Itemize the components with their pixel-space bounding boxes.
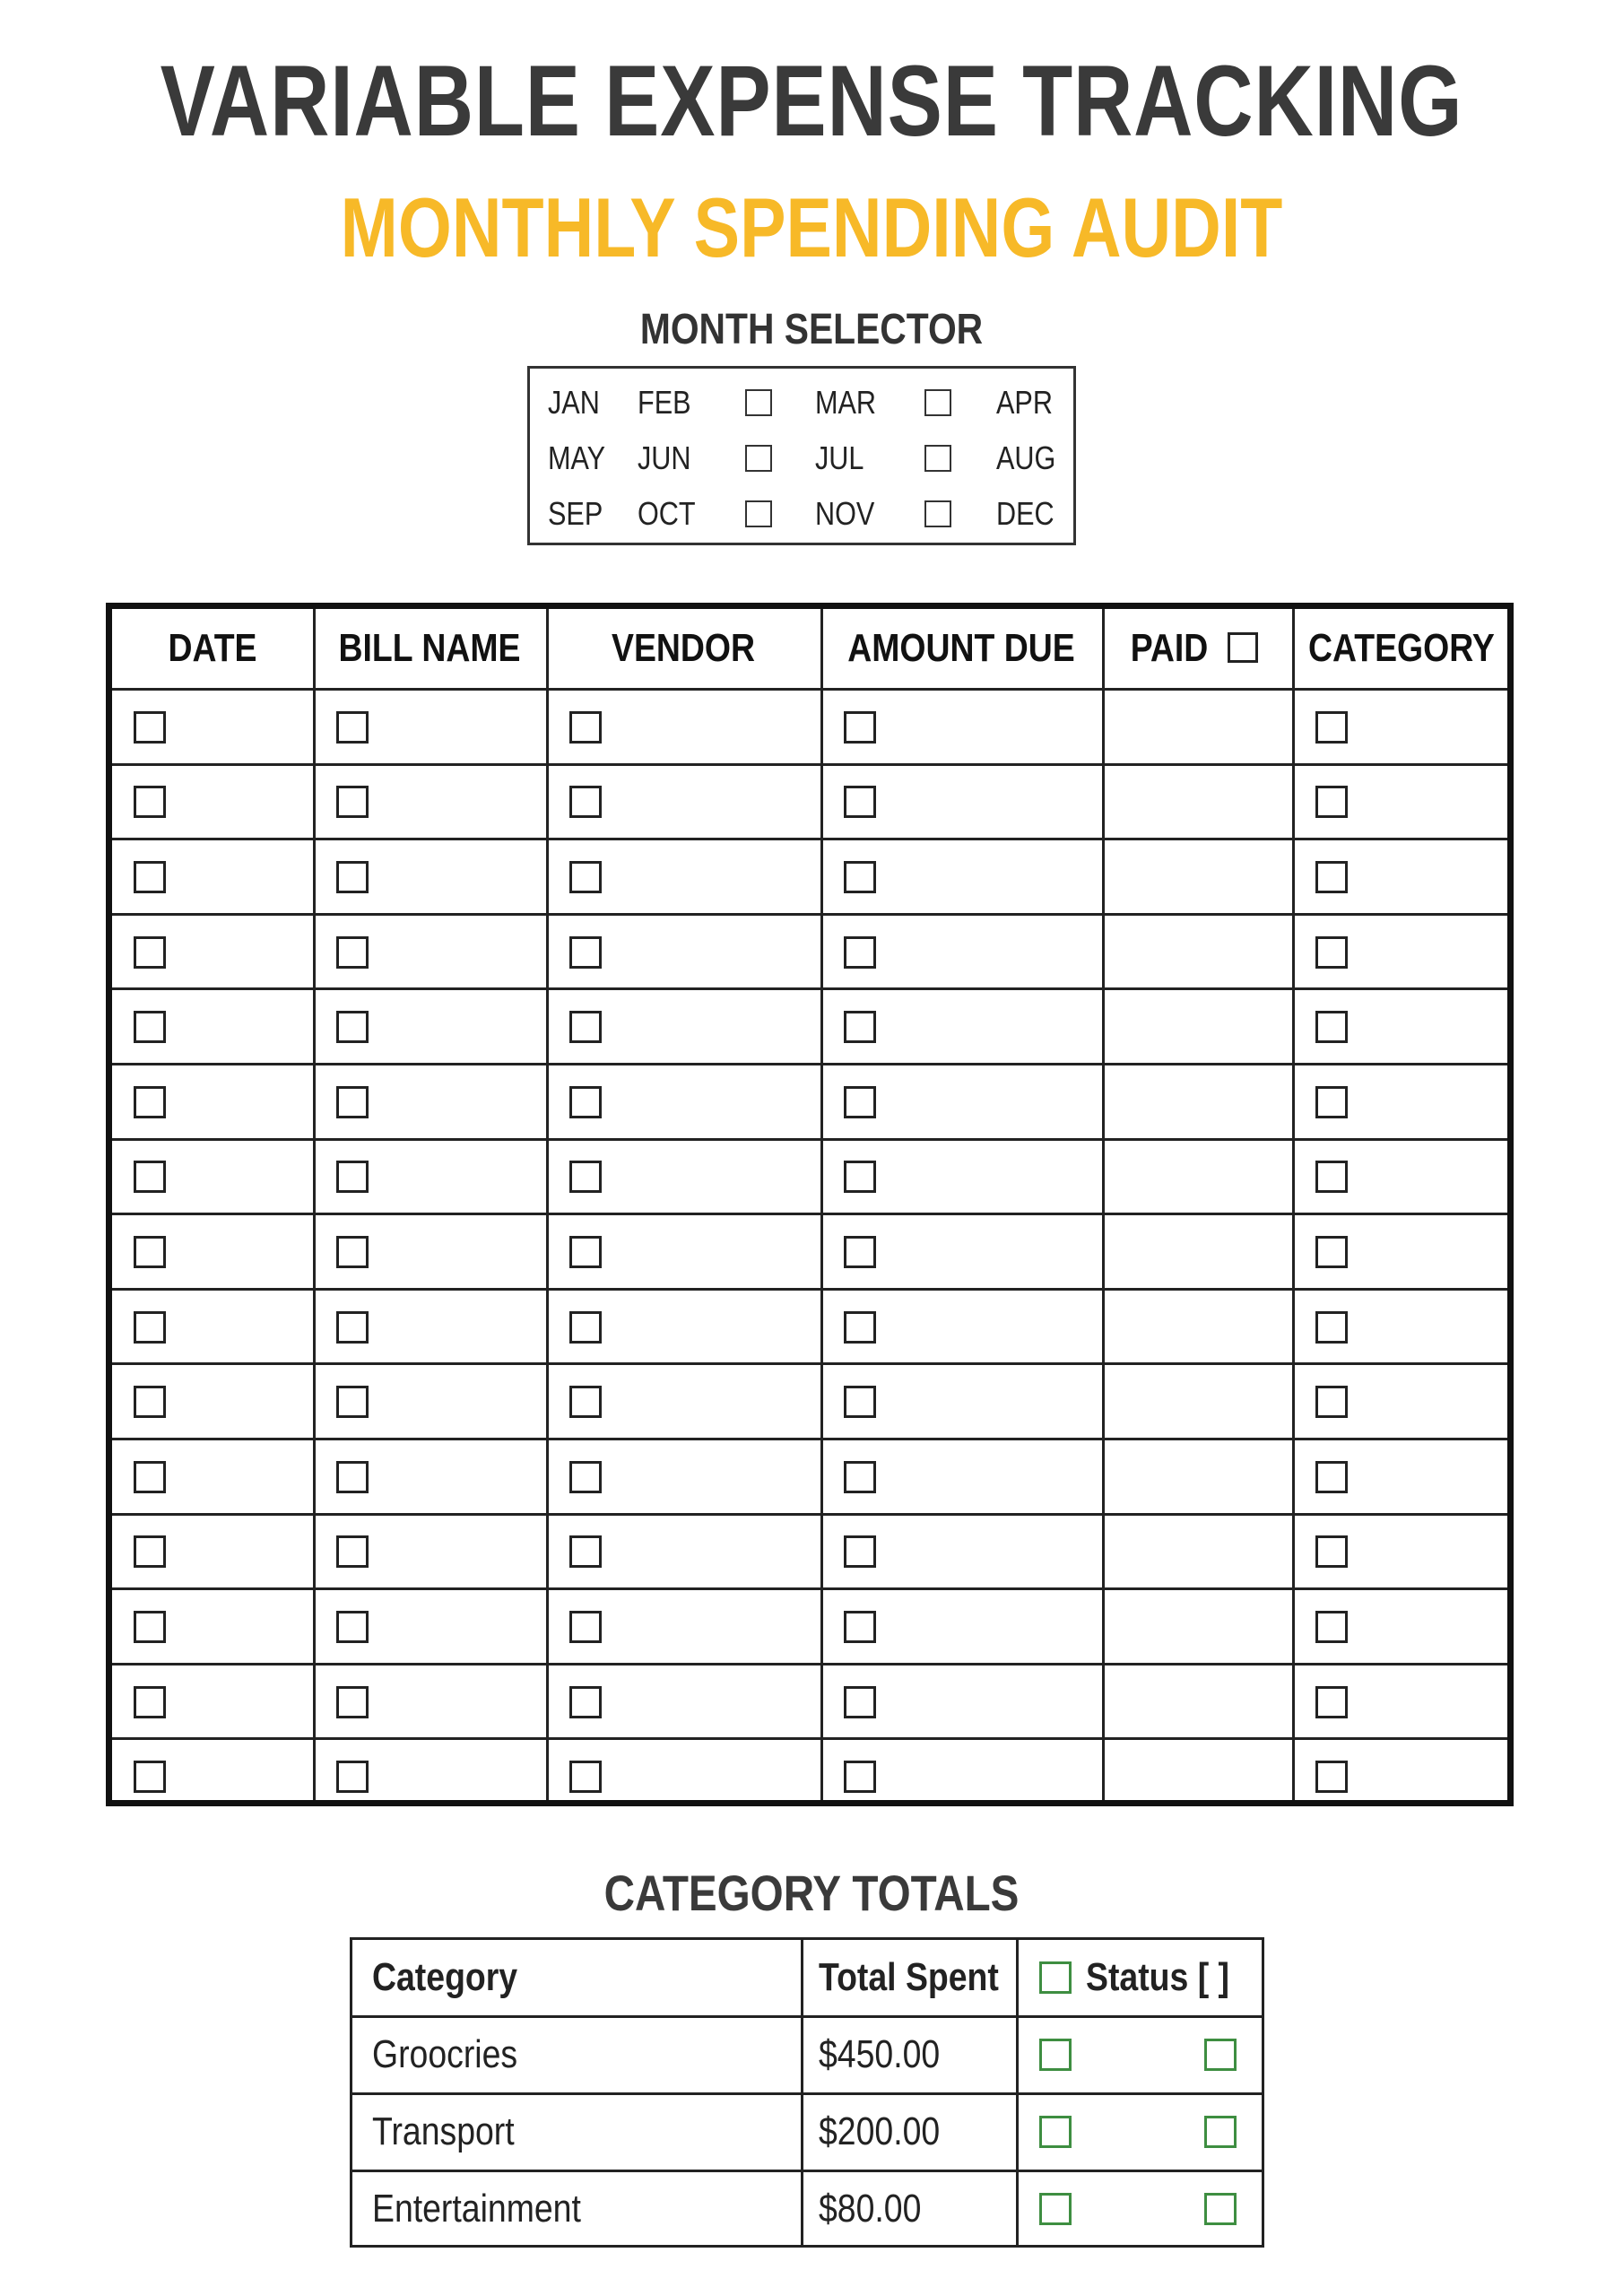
category-checkbox[interactable]: [1315, 1011, 1348, 1043]
category-checkbox[interactable]: [1315, 1386, 1348, 1418]
month-checkbox[interactable]: [745, 500, 772, 527]
date-checkbox[interactable]: [134, 1086, 166, 1118]
page-title: VARIABLE EXPENSE TRACKING: [160, 45, 1463, 157]
month-checkbox[interactable]: [924, 445, 951, 472]
category-checkbox[interactable]: [1315, 1086, 1348, 1118]
bill-name-checkbox[interactable]: [336, 711, 369, 744]
vendor-checkbox[interactable]: [569, 1086, 602, 1118]
category-checkbox[interactable]: [1315, 1535, 1348, 1568]
status-checkbox[interactable]: [1039, 2193, 1072, 2225]
month-label: MAR: [815, 384, 876, 421]
vendor-checkbox[interactable]: [569, 1461, 602, 1493]
column-header-paid: PAID: [1130, 626, 1209, 670]
vendor-checkbox[interactable]: [569, 786, 602, 818]
row-divider: [112, 1663, 1507, 1665]
vendor-checkbox[interactable]: [569, 936, 602, 969]
month-checkbox[interactable]: [924, 500, 951, 527]
vendor-checkbox[interactable]: [569, 1686, 602, 1718]
bill-name-checkbox[interactable]: [336, 861, 369, 893]
vendor-checkbox[interactable]: [569, 711, 602, 744]
bill-name-checkbox[interactable]: [336, 786, 369, 818]
amount-due-checkbox[interactable]: [844, 861, 876, 893]
month-label: JAN: [548, 384, 600, 421]
row-divider: [112, 1063, 1507, 1065]
month-row: [530, 430, 1073, 487]
column-header-vendor: VENDOR: [611, 626, 756, 670]
date-checkbox[interactable]: [134, 786, 166, 818]
category-checkbox[interactable]: [1315, 1461, 1348, 1493]
month-label: NOV: [815, 495, 875, 532]
status-checkbox[interactable]: [1204, 2193, 1237, 2225]
column-divider: [801, 1940, 803, 2245]
date-checkbox[interactable]: [134, 861, 166, 893]
amount-due-checkbox[interactable]: [844, 786, 876, 818]
date-checkbox[interactable]: [134, 936, 166, 969]
bill-name-checkbox[interactable]: [336, 1386, 369, 1418]
column-divider: [1292, 609, 1295, 1800]
month-label: MAY: [548, 439, 606, 476]
vendor-checkbox[interactable]: [569, 1535, 602, 1568]
date-checkbox[interactable]: [134, 711, 166, 744]
vendor-checkbox[interactable]: [569, 1386, 602, 1418]
amount-due-checkbox[interactable]: [844, 1236, 876, 1268]
bill-name-checkbox[interactable]: [336, 1761, 369, 1793]
amount-due-checkbox[interactable]: [844, 1161, 876, 1193]
bill-name-checkbox[interactable]: [336, 1535, 369, 1568]
totals-amount-cell: $450.00: [819, 2032, 941, 2076]
category-totals-table: [350, 1937, 1264, 2248]
column-header-category: CATEGORY: [1308, 626, 1495, 670]
row-divider: [112, 987, 1507, 990]
amount-due-checkbox[interactable]: [844, 1761, 876, 1793]
totals-amount-cell: $80.00: [819, 2187, 922, 2231]
date-checkbox[interactable]: [134, 1236, 166, 1268]
column-header-date: DATE: [168, 626, 257, 670]
category-checkbox[interactable]: [1315, 861, 1348, 893]
column-header-amount-due: AMOUNT DUE: [847, 626, 1075, 670]
row-divider: [112, 1737, 1507, 1740]
amount-due-checkbox[interactable]: [844, 1611, 876, 1643]
date-checkbox[interactable]: [134, 1386, 166, 1418]
vendor-checkbox[interactable]: [569, 1236, 602, 1268]
paid-header-checkbox[interactable]: [1228, 632, 1258, 663]
date-checkbox[interactable]: [134, 1311, 166, 1344]
amount-due-checkbox[interactable]: [844, 936, 876, 969]
status-checkbox[interactable]: [1039, 2116, 1072, 2148]
vendor-checkbox[interactable]: [569, 1611, 602, 1643]
vendor-checkbox[interactable]: [569, 1161, 602, 1193]
category-checkbox[interactable]: [1315, 1236, 1348, 1268]
month-label: JUL: [815, 439, 864, 476]
bill-name-checkbox[interactable]: [336, 936, 369, 969]
category-checkbox[interactable]: [1315, 1311, 1348, 1344]
category-checkbox[interactable]: [1315, 936, 1348, 969]
row-divider: [112, 1438, 1507, 1440]
totals-category-cell: Entertainment: [372, 2187, 581, 2231]
amount-due-checkbox[interactable]: [844, 1086, 876, 1118]
date-checkbox[interactable]: [134, 1011, 166, 1043]
bill-name-checkbox[interactable]: [336, 1236, 369, 1268]
column-divider: [820, 609, 823, 1800]
vendor-checkbox[interactable]: [569, 861, 602, 893]
totals-header-category: Category: [372, 1955, 518, 1999]
month-label: SEP: [548, 495, 603, 532]
month-row: [530, 485, 1073, 543]
vendor-checkbox[interactable]: [569, 1011, 602, 1043]
row-divider: [112, 838, 1507, 840]
row-divider: [112, 763, 1507, 766]
amount-due-checkbox[interactable]: [844, 1386, 876, 1418]
row-divider: [112, 1213, 1507, 1215]
date-checkbox[interactable]: [134, 1611, 166, 1643]
month-label: APR: [996, 384, 1053, 421]
category-checkbox[interactable]: [1315, 1611, 1348, 1643]
month-checkbox[interactable]: [745, 445, 772, 472]
bill-name-checkbox[interactable]: [336, 1461, 369, 1493]
row-divider: [112, 1587, 1507, 1590]
month-selector: [527, 366, 1076, 545]
date-checkbox[interactable]: [134, 1686, 166, 1718]
amount-due-checkbox[interactable]: [844, 1535, 876, 1568]
vendor-checkbox[interactable]: [569, 1761, 602, 1793]
vendor-checkbox[interactable]: [569, 1311, 602, 1344]
totals-header-total-spent: Total Spent: [819, 1955, 999, 1999]
status-checkbox[interactable]: [1039, 2039, 1072, 2071]
bill-name-checkbox[interactable]: [336, 1011, 369, 1043]
totals-category-cell: Transport: [372, 2109, 515, 2153]
category-checkbox[interactable]: [1315, 711, 1348, 744]
category-checkbox[interactable]: [1315, 1161, 1348, 1193]
month-selector-heading: MONTH SELECTOR: [639, 306, 984, 353]
bill-name-checkbox[interactable]: [336, 1161, 369, 1193]
month-label: FEB: [638, 384, 691, 421]
amount-due-checkbox[interactable]: [844, 711, 876, 744]
month-label: AUG: [996, 439, 1056, 476]
status-checkbox[interactable]: [1204, 2116, 1237, 2148]
date-checkbox[interactable]: [134, 1535, 166, 1568]
row-divider: [112, 688, 1507, 691]
category-totals-heading: CATEGORY TOTALS: [603, 1865, 1020, 1921]
date-checkbox[interactable]: [134, 1161, 166, 1193]
month-label: JUN: [638, 439, 691, 476]
category-checkbox[interactable]: [1315, 1686, 1348, 1718]
totals-category-cell: Groocries: [372, 2032, 518, 2076]
column-header-bill-name: BILL NAME: [338, 626, 521, 670]
status-header-checkbox[interactable]: [1039, 1961, 1072, 1994]
month-label: DEC: [996, 495, 1055, 532]
bill-name-checkbox[interactable]: [336, 1311, 369, 1344]
bill-name-checkbox[interactable]: [336, 1686, 369, 1718]
row-divider: [112, 1138, 1507, 1141]
month-checkbox[interactable]: [924, 389, 951, 416]
date-checkbox[interactable]: [134, 1461, 166, 1493]
month-checkbox[interactable]: [745, 389, 772, 416]
totals-amount-cell: $200.00: [819, 2109, 941, 2153]
row-divider: [112, 1288, 1507, 1291]
column-divider: [1102, 609, 1105, 1800]
column-divider: [546, 609, 549, 1800]
bill-name-checkbox[interactable]: [336, 1086, 369, 1118]
row-divider: [112, 1513, 1507, 1516]
amount-due-checkbox[interactable]: [844, 1011, 876, 1043]
expense-table: [106, 603, 1514, 1806]
page-subtitle: MONTHLY SPENDING AUDIT: [340, 180, 1283, 274]
bill-name-checkbox[interactable]: [336, 1611, 369, 1643]
amount-due-checkbox[interactable]: [844, 1686, 876, 1718]
status-checkbox[interactable]: [1204, 2039, 1237, 2071]
month-row: [530, 374, 1073, 431]
category-checkbox[interactable]: [1315, 1761, 1348, 1793]
month-label: OCT: [638, 495, 696, 532]
totals-header-status: Status [ ]: [1086, 1955, 1229, 1999]
column-divider: [1016, 1940, 1019, 2245]
category-checkbox[interactable]: [1315, 786, 1348, 818]
column-divider: [313, 609, 316, 1800]
date-checkbox[interactable]: [134, 1761, 166, 1793]
row-divider: [112, 1362, 1507, 1365]
row-divider: [112, 913, 1507, 916]
amount-due-checkbox[interactable]: [844, 1461, 876, 1493]
amount-due-checkbox[interactable]: [844, 1311, 876, 1344]
